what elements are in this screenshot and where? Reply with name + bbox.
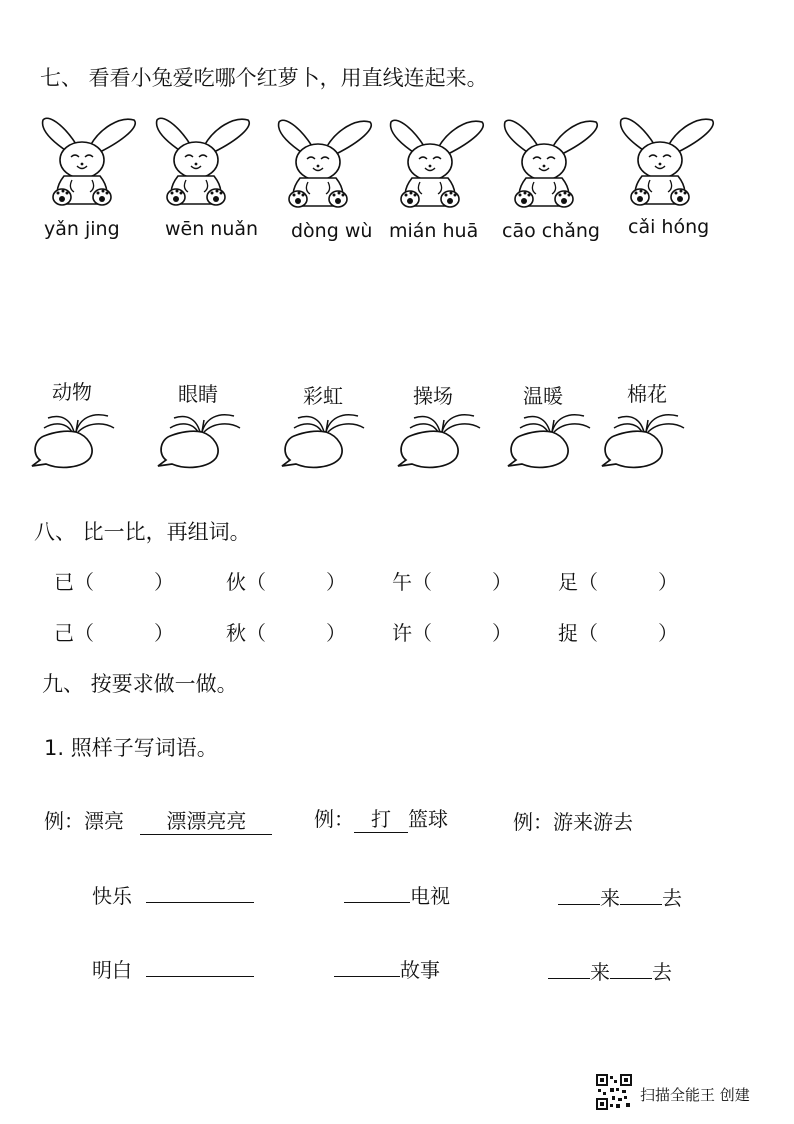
subsection-title: 1. 照样子写词语。 [44,736,218,760]
pinyin-label: yǎn jing [44,218,120,240]
carrot-icon [26,410,126,474]
section7-title: 七、 看看小兔爱吃哪个红萝卜，用直线连起来。 [40,66,488,90]
practice-char: 来 [600,886,620,910]
compare-item: 捉（ ） [558,621,678,645]
footer-text: 扫描全能王 创建 [640,1086,750,1104]
compare-item: 足（ ） [558,570,678,594]
practice-row [558,882,682,911]
rabbit-icon [500,114,604,212]
carrot-icon [152,410,252,474]
practice-word: 明白 [92,958,132,982]
qr-code-icon [596,1074,632,1110]
rabbit-icon [274,114,378,212]
carrot-word: 彩虹 [303,384,343,408]
compare-item: 午（ ） [392,570,512,594]
example-label: 例： [314,807,354,831]
rabbit-icon [38,112,142,210]
answer-blank[interactable] [146,956,254,977]
carrot-word: 动物 [52,380,92,404]
practice-word: 电视 [410,884,450,908]
carrot-word: 操场 [413,384,453,408]
rabbit-icon [386,114,490,212]
practice-char: 来 [590,960,610,984]
example-label: 例：漂亮 [44,809,124,833]
example-2 [314,803,448,833]
compare-item: 秋（ ） [226,621,346,645]
pinyin-label: wēn nuǎn [165,218,259,240]
example-1 [44,805,272,835]
compare-item: 已（ ） [54,570,174,594]
carrot-icon [596,410,696,474]
practice-row [548,956,672,985]
practice-row [92,954,254,983]
section8-title: 八、 比一比，再组词。 [34,520,251,544]
pinyin-label: cǎi hóng [628,216,710,238]
section9-title: 九、 按要求做一做。 [42,672,238,696]
practice-char: 去 [652,960,672,984]
answer-blank[interactable] [558,884,600,905]
carrot-word: 温暖 [523,384,563,408]
answer-blank[interactable] [620,884,662,905]
practice-word: 快乐 [92,884,132,908]
practice-char: 去 [662,886,682,910]
example-3: 例：游来游去 [513,810,633,834]
example-answer: 漂漂亮亮 [140,805,272,835]
compare-item: 伙（ ） [226,570,346,594]
pinyin-label: mián huā [389,220,479,242]
pinyin-label: dòng wù [291,220,373,242]
practice-row [334,954,440,983]
carrot-icon [276,410,376,474]
answer-blank[interactable] [610,958,652,979]
carrot-word: 眼睛 [178,382,218,406]
carrot-icon [502,410,602,474]
answer-blank[interactable] [334,956,400,977]
practice-row [344,880,450,909]
answer-blank[interactable] [146,882,254,903]
practice-word: 故事 [400,958,440,982]
example-answer: 打 [354,803,408,833]
carrot-icon [392,410,492,474]
rabbit-icon [152,112,256,210]
compare-item: 己（ ） [54,621,174,645]
practice-row [92,880,254,909]
rabbit-icon [616,112,720,210]
compare-item: 许（ ） [392,621,512,645]
carrot-word: 棉花 [627,382,667,406]
example-word: 篮球 [408,807,448,831]
pinyin-label: cāo chǎng [502,220,600,242]
answer-blank[interactable] [548,958,590,979]
answer-blank[interactable] [344,882,410,903]
